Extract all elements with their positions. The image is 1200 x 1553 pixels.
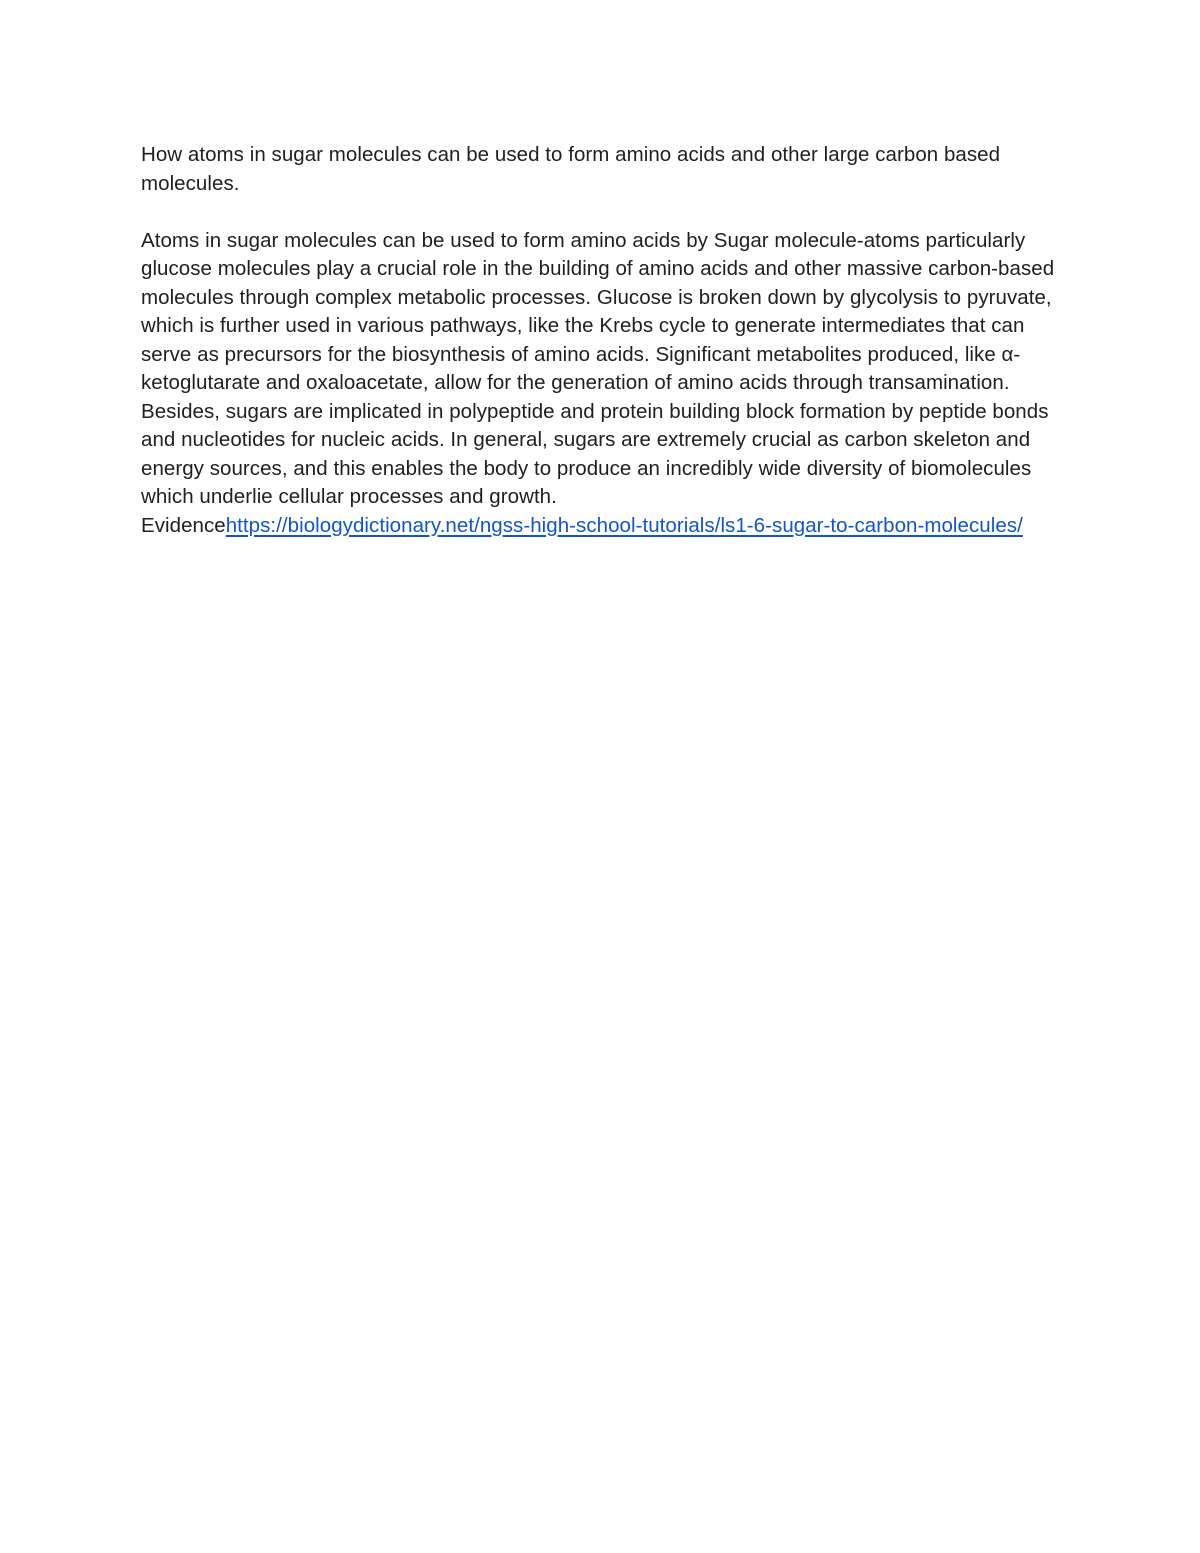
evidence-link[interactable]: https://biologydictionary.net/ngss-high-school-tutorials/ls1-6-sugar-to-carbon-molecules/ (225, 513, 1023, 537)
paragraph-spacer (141, 198, 1059, 227)
evidence-label: Evidence (141, 513, 226, 537)
answer-paragraph: Atoms in sugar molecules can be used to form amino acids by Sugar molecule-atoms particularly glucose molecules play a crucial role in the building of amino acids and other massive carbon-based molecules through complex metabolic processes. Glucose is broken down by glycolysis to pyruvate, which is further used in various pathways, like the Krebs cycle to generate intermediates that can serve as precursors for the biosynthesis of amino acids. Significant metabolites produced, like α-ketoglutarate and oxaloacetate, allow for the generation of amino acids through transamination. Besides, sugars are implicated in polypeptide and protein building block formation by peptide bonds and nucleotides for nucleic acids. In general, sugars are extremely crucial as carbon skeleton and energy sources, and this enables the body to produce an incredibly wide diversity of biomolecules which underlie cellular processes and growth. (141, 228, 1055, 508)
question-paragraph: How atoms in sugar molecules can be used to form amino acids and other large carbon based molecules. (141, 143, 1001, 195)
document-body (141, 141, 1059, 540)
evidence-line (141, 512, 1059, 541)
